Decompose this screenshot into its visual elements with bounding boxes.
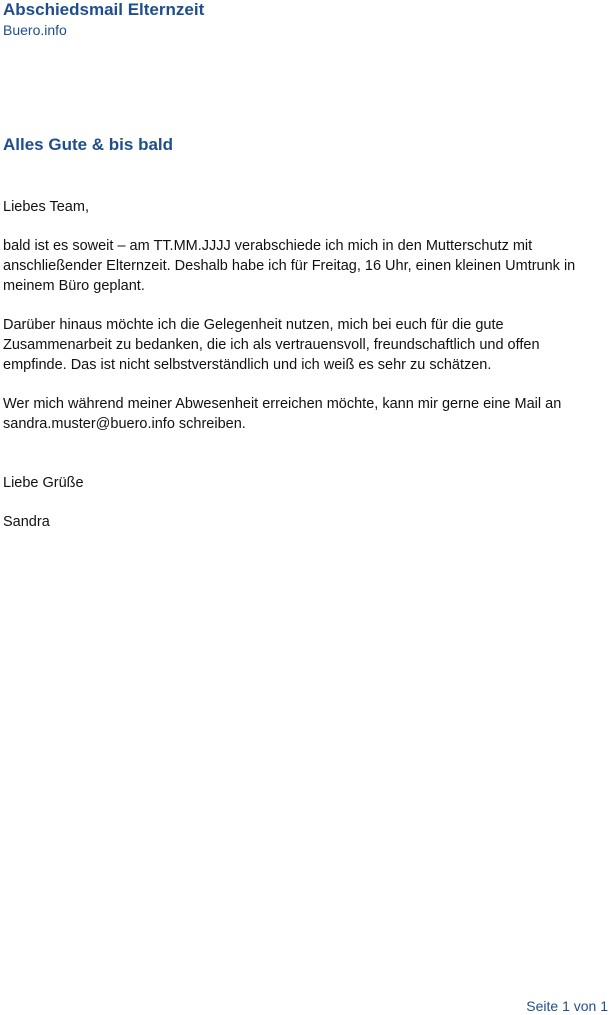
page-number: Seite 1 von 1 (526, 998, 608, 1014)
letter-greeting: Liebes Team, (3, 199, 89, 215)
letter-signature: Sandra (3, 514, 50, 530)
letter-paragraph: Wer mich während meiner Abwesenheit erreichen möchte, kann mir gerne eine Mail an sandra.muster@buero.info schreiben. (3, 396, 562, 432)
letter-heading: Alles Gute & bis bald (3, 135, 174, 154)
letter-paragraph: bald ist es soweit – am TT.MM.JJJJ verabschiede ich mich in den Mutterschutz mit anschließender Elternzeit. Deshalb habe ich für Freitag, 16 Uhr, einen kleinen Umtrunk in meinem Büro geplant. (3, 238, 576, 294)
document-title: Abschiedsmail Elternzeit (3, 0, 205, 19)
letter-paragraph: Darüber hinaus möchte ich die Gelegenheit nutzen, mich bei euch für die gute Zusammenarbeit zu bedanken, die ich als vertrauensvoll, freundschaftlich und offen empfinde. Das ist nicht selbstverständlich und ich weiß es sehr zu schätzen. (3, 317, 540, 373)
letter-closing: Liebe Grüße (3, 475, 84, 491)
document-subtitle: Buero.info (3, 22, 67, 38)
